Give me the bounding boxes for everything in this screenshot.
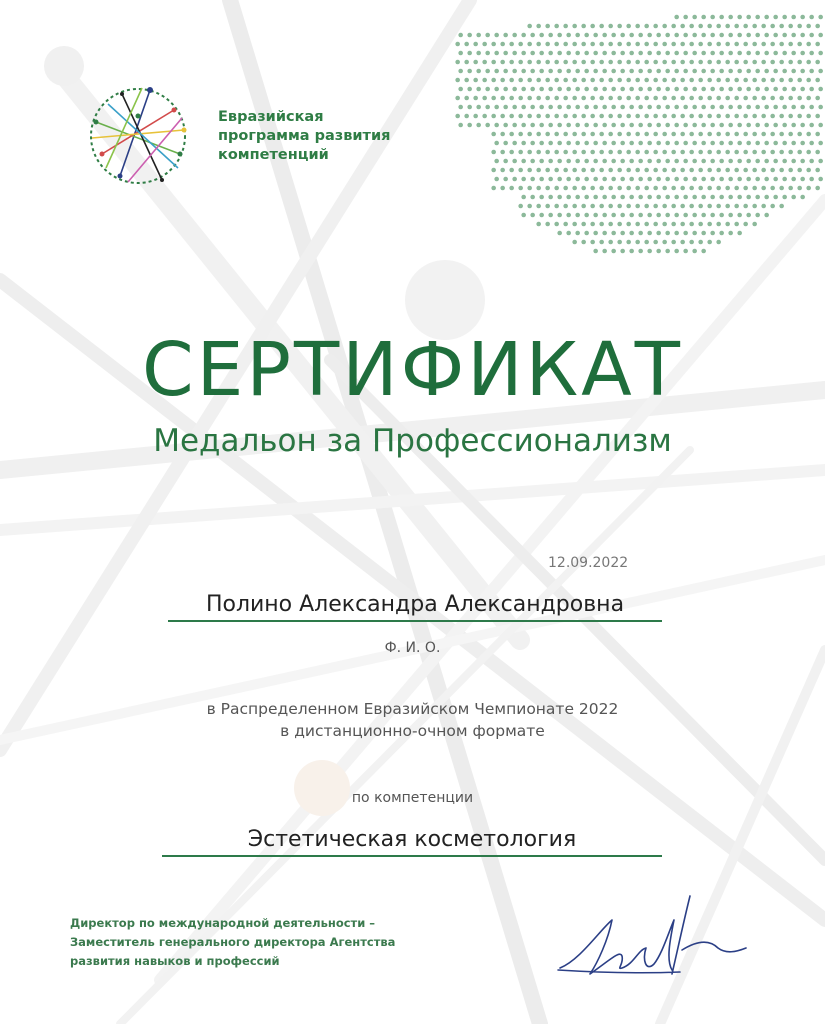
signatory-title <box>70 914 430 971</box>
signatory-line: Заместитель генерального директора Агентства <box>70 935 396 949</box>
event-line: в дистанционно-очном формате <box>280 722 545 740</box>
handwritten-signature <box>550 890 750 990</box>
recipient-name: Полино Александра Александровна <box>205 592 625 617</box>
competence-caption: по компетенции <box>351 790 474 806</box>
signatory-line: Директор по международной деятельности – <box>70 916 376 930</box>
certificate-subtitle: Медальон за Профессионализм <box>153 423 672 459</box>
competence-name: Эстетическая косметология <box>247 827 577 852</box>
name-caption: Ф. И. О. <box>384 640 441 656</box>
competence-circle-logo <box>82 84 194 188</box>
event-line: в Распределенном Евразийском Чемпионате 2022 <box>206 700 619 718</box>
organization-name-line: Евразийская <box>218 109 324 125</box>
organization-name-line: программа развития <box>218 128 391 144</box>
recipient-name-underline <box>168 620 662 622</box>
organization-name <box>218 108 478 165</box>
competence-underline <box>162 855 662 857</box>
event-description <box>0 698 825 742</box>
issue-date: 12.09.2022 <box>548 555 629 571</box>
organization-name-line: компетенций <box>218 147 329 163</box>
certificate-title: СЕРТИФИКАТ <box>141 327 684 413</box>
signatory-line: развития навыков и профессий <box>70 954 280 968</box>
